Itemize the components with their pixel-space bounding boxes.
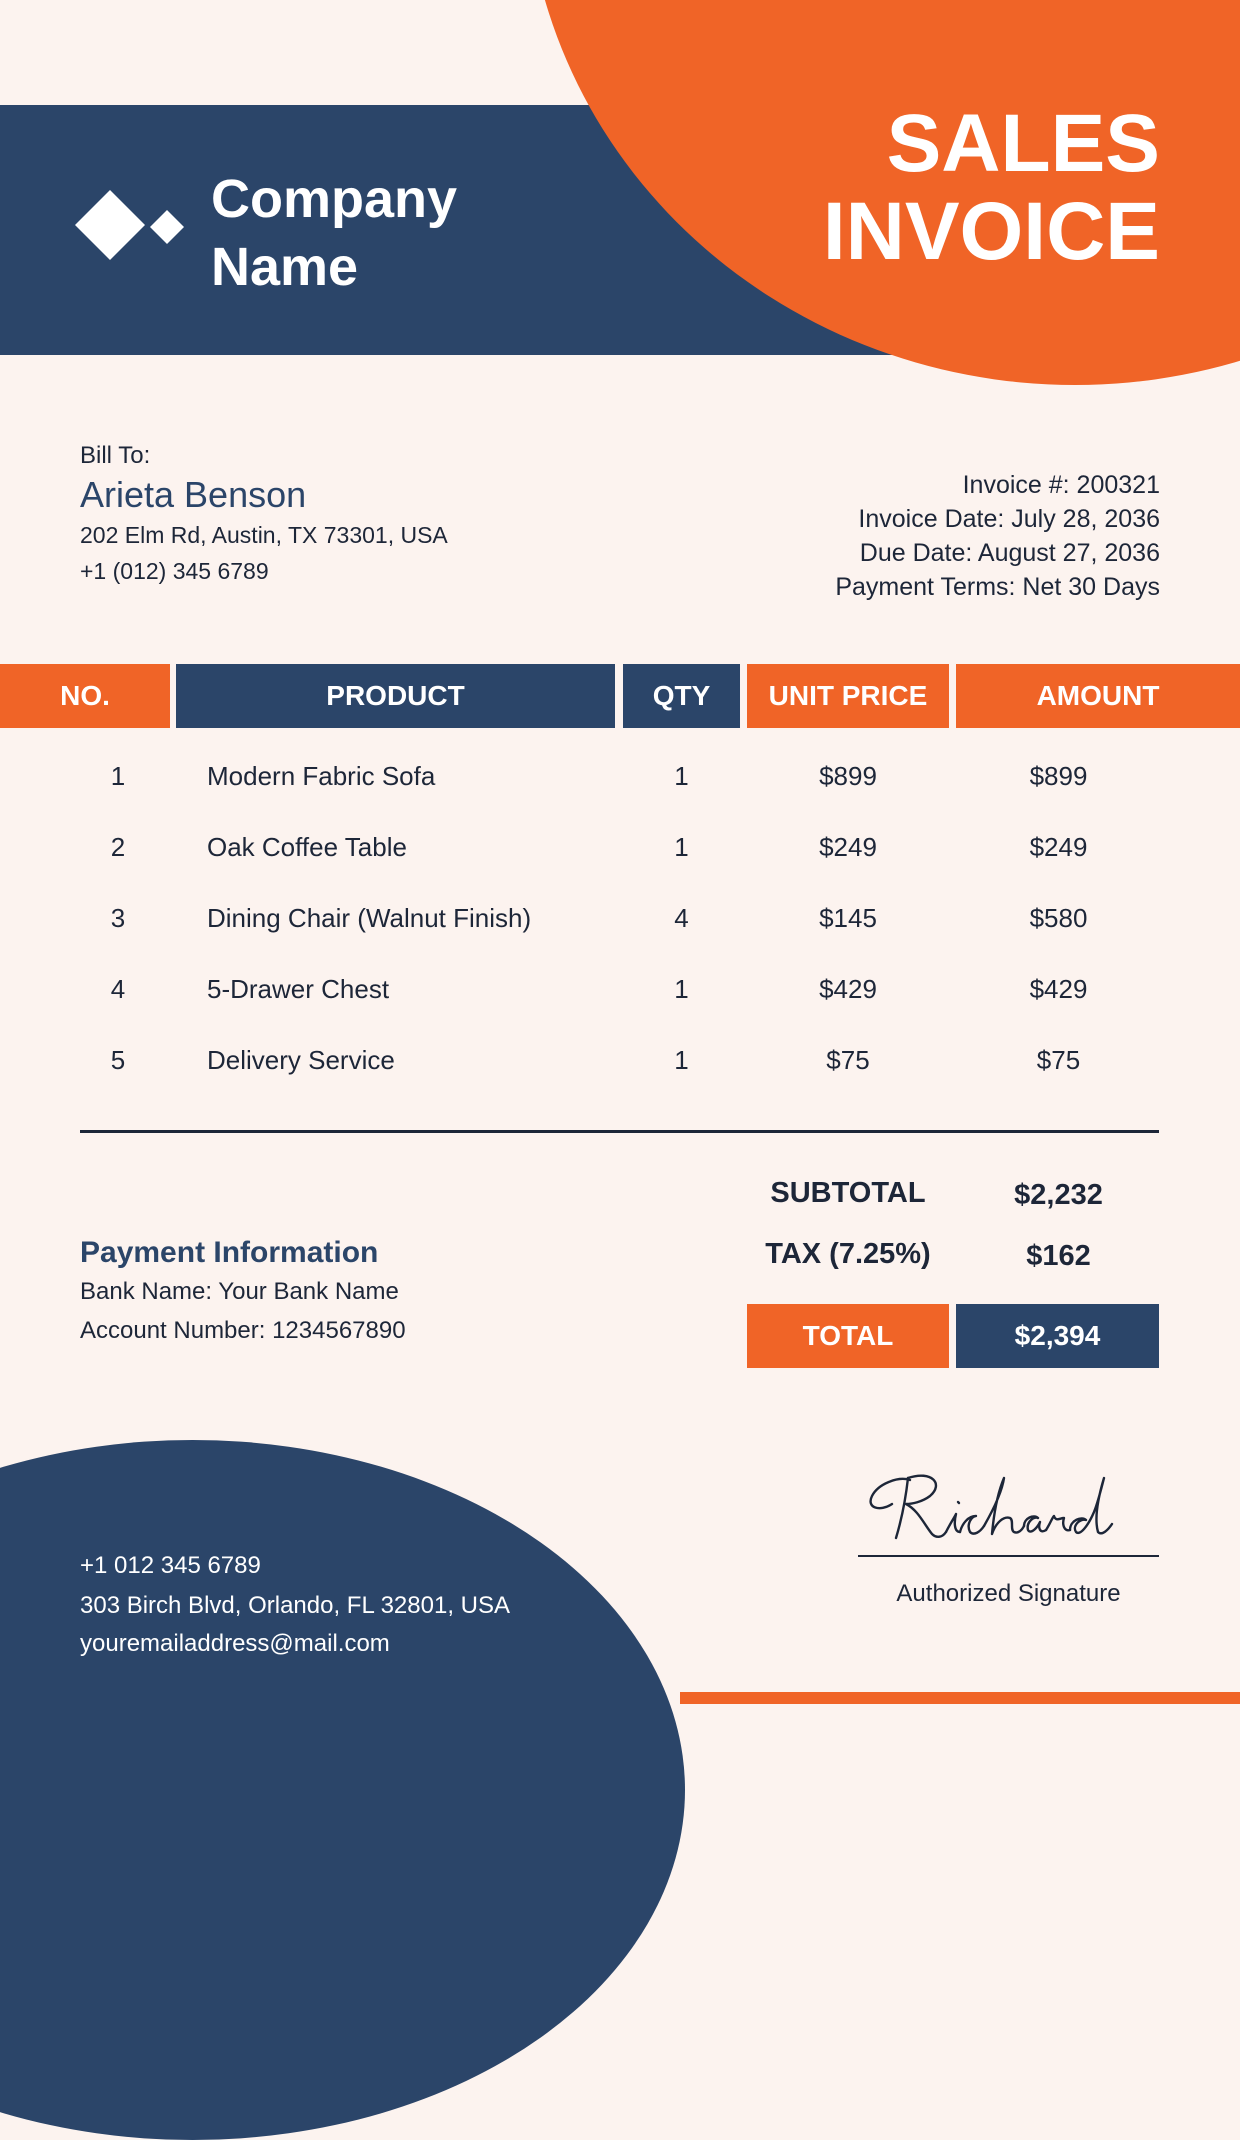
table-row: [0, 741, 1240, 812]
row-number: 1: [110, 761, 126, 791]
table-row: [0, 812, 1240, 883]
row-product: 5-Drawer Chest: [207, 974, 390, 1004]
row-unit-price: $899: [819, 761, 877, 791]
row-unit-price: $429: [819, 974, 877, 1004]
line-items-table: [0, 741, 1240, 1096]
row-amount: $429: [1029, 974, 1088, 1004]
invoice-number: Invoice #: 200321: [962, 471, 1160, 499]
column-header-amount: AMOUNT: [956, 664, 1240, 728]
row-qty: 1: [674, 1045, 689, 1075]
company-name: [211, 165, 551, 301]
subtotal-label: SUBTOTAL: [770, 1177, 926, 1209]
row-amount: $249: [1029, 832, 1088, 862]
subtotal-value: $2,232: [1014, 1179, 1103, 1211]
due-date: Due Date: August 27, 2036: [859, 539, 1160, 567]
row-unit-price: $145: [819, 903, 877, 933]
diamond-logo-icon: [70, 185, 190, 275]
company-name-line1: Company: [211, 169, 458, 229]
invoice-details: [835, 468, 1160, 604]
table-row: [0, 954, 1240, 1025]
handwritten-signature: [858, 1462, 1158, 1552]
row-amount: $899: [1029, 761, 1088, 791]
tax-value: $162: [1026, 1240, 1091, 1272]
bill-to-phone: +1 (012) 345 6789: [80, 558, 269, 584]
column-header-qty: QTY: [623, 664, 740, 728]
table-row: [0, 1025, 1240, 1096]
footer-navy-blob: [0, 1440, 685, 2140]
signature-caption: Authorized Signature: [896, 1580, 1121, 1607]
signature-line: [858, 1555, 1159, 1557]
payment-bank-name: Bank Name: Your Bank Name: [80, 1278, 399, 1305]
row-number: 4: [110, 974, 126, 1004]
row-number: 3: [110, 903, 126, 933]
footer-phone: +1 012 345 6789: [80, 1552, 261, 1579]
document-title-line1: SALES: [886, 98, 1160, 189]
row-number: 5: [110, 1045, 126, 1075]
row-product: Modern Fabric Sofa: [207, 761, 436, 791]
payment-info-heading: Payment Information: [80, 1236, 379, 1269]
footer-address: 303 Birch Blvd, Orlando, FL 32801, USA: [80, 1592, 511, 1619]
invoice-date: Invoice Date: July 28, 2036: [858, 505, 1160, 533]
column-header-product: PRODUCT: [176, 664, 615, 728]
footer-email: youremailaddress@mail.com: [80, 1630, 390, 1657]
row-qty: 1: [674, 761, 689, 791]
footer-orange-stripe: [680, 1692, 1240, 1704]
table-divider: [80, 1130, 1159, 1133]
column-header-unit-price: UNIT PRICE: [747, 664, 949, 728]
row-number: 2: [110, 832, 126, 862]
document-title: [640, 100, 1160, 276]
column-header-no: NO.: [0, 664, 170, 728]
total-value: $2,394: [956, 1304, 1159, 1368]
row-amount: $580: [1029, 903, 1088, 933]
document-title-line2: INVOICE: [822, 186, 1160, 277]
row-qty: 1: [674, 832, 689, 862]
row-product: Delivery Service: [207, 1045, 395, 1075]
bill-to-name: Arieta Benson: [80, 474, 307, 515]
company-name-line2: Name: [211, 237, 359, 297]
bill-to-label: Bill To:: [80, 442, 151, 469]
tax-label: TAX (7.25%): [765, 1238, 931, 1270]
row-qty: 4: [674, 903, 689, 933]
row-product: Dining Chair (Walnut Finish): [207, 903, 532, 933]
table-row: [0, 883, 1240, 954]
row-product: Oak Coffee Table: [207, 832, 407, 862]
row-amount: $75: [1036, 1045, 1081, 1075]
row-unit-price: $75: [826, 1045, 870, 1075]
row-qty: 1: [674, 974, 689, 1004]
total-label: TOTAL: [747, 1304, 949, 1368]
row-unit-price: $249: [819, 832, 877, 862]
bill-to-address: 202 Elm Rd, Austin, TX 73301, USA: [80, 522, 448, 548]
payment-account-number: Account Number: 1234567890: [80, 1317, 406, 1344]
payment-terms: Payment Terms: Net 30 Days: [835, 573, 1160, 601]
